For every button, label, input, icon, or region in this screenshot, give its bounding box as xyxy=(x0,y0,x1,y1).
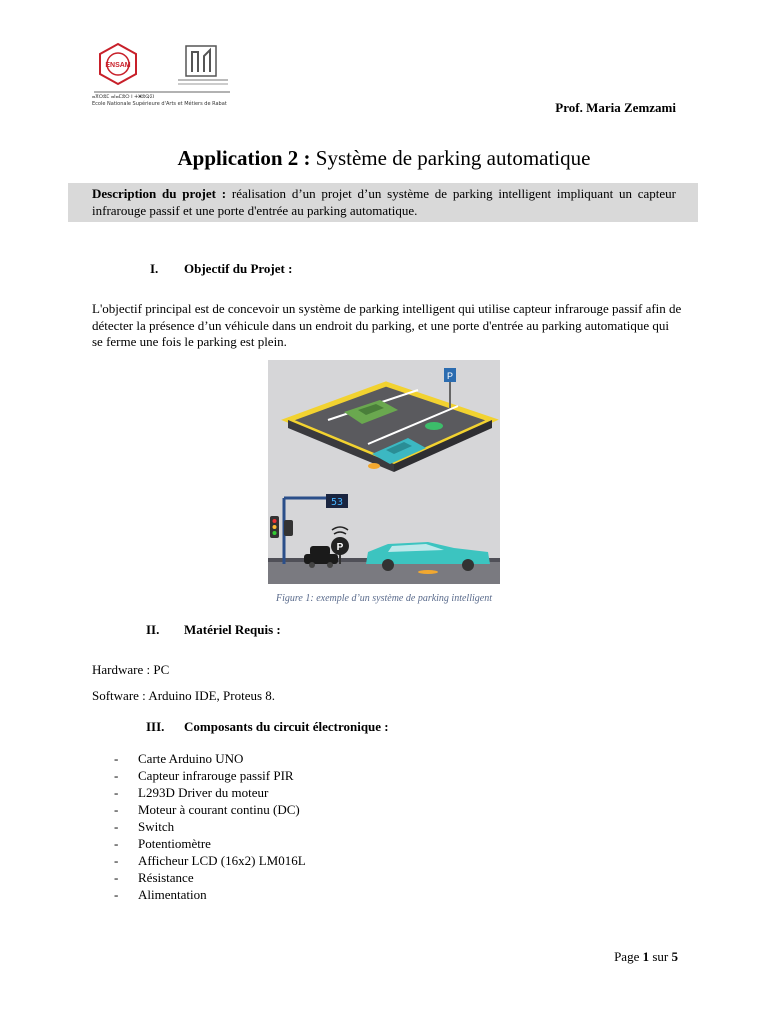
logo-caption-line1: ⴰⴳⵔⵓⵎ ⴰⵏⴰⵎⵓⵔ ⵏ ⵜⵥⵓⵕⵉⵏ xyxy=(92,94,155,100)
bullet: - xyxy=(114,836,119,851)
section3-heading: Composants du circuit électronique : xyxy=(184,719,389,734)
svg-text:P: P xyxy=(336,542,344,553)
counter-value: 53 xyxy=(330,497,344,508)
section1-paragraph: L'objectif principal est de concevoir un système de parking intelligent qui utilise capteur infrarouge passif afin de détecter la présence d’un véhicule dans un endroit du parking, et une porte d'entrée au parking automatique qui se ferme une fois le parking est plein. xyxy=(92,301,682,349)
list-item-label: Moteur à courant continu (DC) xyxy=(138,802,300,817)
list-item-label: Switch xyxy=(138,819,175,834)
figure-caption: Figure 1: exemple d’un système de parking intelligent xyxy=(276,593,492,604)
title-rest: Système de parking automatique xyxy=(310,146,591,170)
title-bold: Application 2 : xyxy=(177,146,311,170)
university-logo-icon xyxy=(178,46,228,84)
hardware-line: Hardware : PC xyxy=(92,662,170,677)
bullet: - xyxy=(114,870,119,885)
section2-heading: Matériel Requis : xyxy=(184,622,281,637)
header-logos xyxy=(92,42,232,114)
section1-number: I. xyxy=(150,261,159,276)
description-text xyxy=(92,185,676,219)
description-body: réalisation d’un projet d’un système de parking intelligent impliquant un capteur infrarouge passif et une porte d'entrée au parking automatique. xyxy=(92,186,676,218)
list-item-label: Résistance xyxy=(138,870,194,885)
bullet: - xyxy=(114,887,119,902)
bullet: - xyxy=(114,751,119,766)
bullet: - xyxy=(114,785,119,800)
section2-number: II. xyxy=(146,622,160,637)
list-item-label: Alimentation xyxy=(138,887,207,902)
bullet: - xyxy=(114,768,119,783)
section3-number: III. xyxy=(146,719,165,734)
page-title xyxy=(0,146,768,171)
bullet: - xyxy=(114,802,119,817)
page-mid: sur xyxy=(649,949,672,964)
svg-text:P: P xyxy=(446,371,454,381)
parking-illustration-icon xyxy=(268,360,500,584)
list-item-label: Afficheur LCD (16x2) LM016L xyxy=(138,853,306,868)
section1-heading: Objectif du Projet : xyxy=(184,261,293,276)
bullet: - xyxy=(114,853,119,868)
page-number xyxy=(560,949,678,965)
list-item-label: Capteur infrarouge passif PIR xyxy=(138,768,294,783)
author-name: Prof. Maria Zemzami xyxy=(555,100,676,115)
list-item-label: Potentiomètre xyxy=(138,836,211,851)
list-item-label: L293D Driver du moteur xyxy=(138,785,269,800)
software-line: Software : Arduino IDE, Proteus 8. xyxy=(92,688,276,703)
page-current: 1 xyxy=(642,949,650,964)
bullet: - xyxy=(114,819,119,834)
page-prefix: Page xyxy=(614,949,643,964)
logo-caption-line2: Ecole Nationale Supérieure d'Arts et Métiers de Rabat xyxy=(92,101,227,107)
parking-figure xyxy=(268,360,500,584)
ensam-logo-text: ENSAM xyxy=(105,62,131,69)
description-label: Description du projet : xyxy=(92,186,227,201)
page-total: 5 xyxy=(671,949,678,964)
list-item-label: Carte Arduino UNO xyxy=(138,751,244,766)
